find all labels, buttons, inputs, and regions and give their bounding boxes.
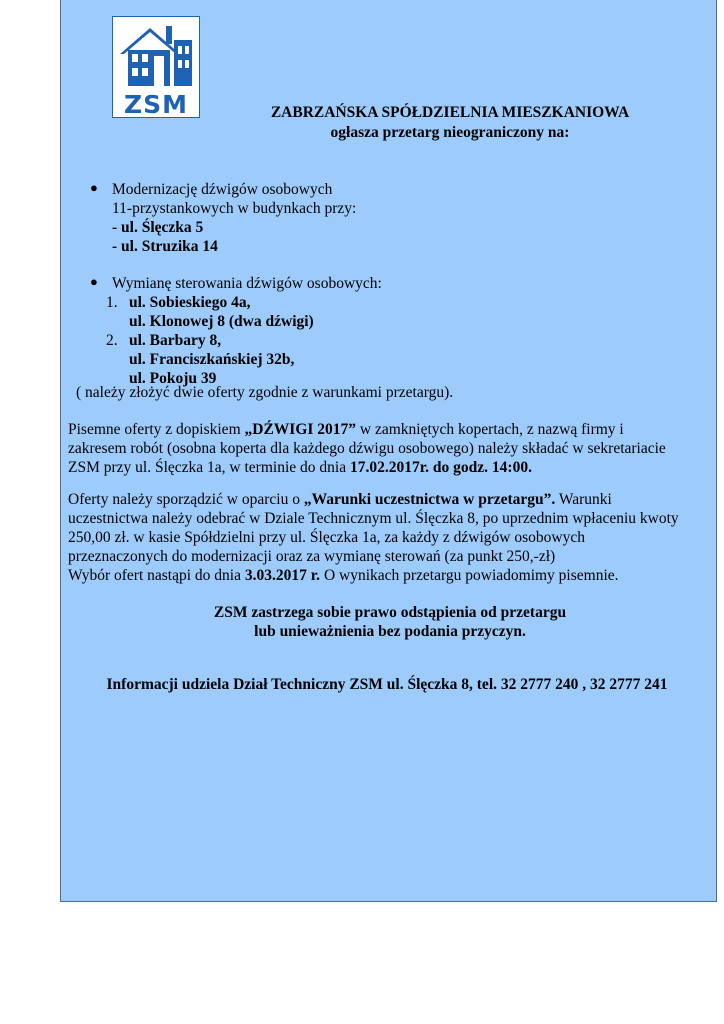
house-logo-icon — [116, 20, 196, 88]
item2-address: ul. Franciszkańskiej 32b, — [129, 351, 295, 368]
para2-text: Oferty należy sporządzić w oparciu o — [68, 491, 304, 508]
para1-deadline: 17.02.2017r. do godz. 14:00. — [349, 459, 532, 476]
item1-line1: Modernizację dźwigów osobowych — [112, 181, 333, 198]
para1-line3 — [68, 458, 532, 477]
para2-line5 — [68, 566, 619, 585]
contact-info: Informacji udziela Dział Techniczny ZSM ul. Ślęczka 8, tel. 32 2777 240 , 32 2777 241 — [106, 676, 668, 693]
para1-text: Pisemne oferty z dopiskiem — [68, 421, 245, 438]
item1-address: - ul. Struzika 14 — [112, 238, 218, 255]
zsm-logo — [112, 16, 200, 118]
para1-text: ZSM przy ul. Ślęczka 1a, w terminie do dnia — [68, 459, 350, 476]
reservation-line1: ZSM zastrzega sobie prawo odstąpienia od przetargu — [213, 604, 567, 621]
logo-text: ZSM — [123, 90, 188, 119]
para2-date: 3.03.2017 r. — [244, 567, 321, 584]
reservation-line2: lub unieważnienia bez podania przyczyn. — [254, 623, 526, 640]
para1-line2: zakresem robót (osobna koperta dla każdego dźwigu osobowego) należy składać w sekretariacie — [68, 440, 666, 457]
item2-note: ( należy złożyć dwie oferty zgodnie z warunkami przetargu). — [76, 384, 454, 401]
item2-address: ul. Sobieskiego 4a, — [129, 294, 251, 311]
item2-address: ul. Barbary 8, — [129, 332, 222, 349]
item2-number: 2. — [106, 332, 118, 349]
para2-line2: uczestnictwa należy odebrać w Dziale Technicznym ul. Ślęczka 8, po uprzednim wpłaceniu kwoty — [68, 510, 679, 527]
bullet-icon: ● — [90, 274, 98, 289]
para2-keyword: „Warunki uczestnictwa w przetargu”. — [303, 491, 556, 508]
item1-line2: 11-przystankowych w budynkach przy: — [112, 200, 357, 217]
para2-text: Warunki — [555, 491, 612, 508]
item2-line1: Wymianę sterowania dźwigów osobowych: — [112, 275, 382, 292]
para1-line1 — [68, 420, 624, 439]
para2-line1 — [68, 490, 612, 509]
para1-keyword: „DŹWIGI 2017” — [244, 421, 357, 438]
para2-line4: przeznaczonych do modernizacji oraz za wymianę sterowań (za punkt 250,-zł) — [68, 548, 556, 565]
para2-text: O wynikach przetargu powiadomimy pisemnie. — [320, 567, 619, 584]
para2-line3: 250,00 zł. w kasie Spółdzielni przy ul. Ślęczka 1a, za każdy z dźwigów osobowych — [68, 529, 585, 546]
bullet-icon: ● — [90, 180, 98, 195]
header-subtitle: ogłasza przetarg nieograniczony na: — [330, 124, 570, 141]
header-title: ZABRZAŃSKA SPÓŁDZIELNIA MIESZKANIOWA — [270, 104, 630, 121]
item2-address: ul. Klonowej 8 (dwa dźwigi) — [129, 313, 314, 330]
item2-address: ul. Pokoju 39 — [129, 370, 217, 387]
item2-number: 1. — [106, 294, 118, 311]
para2-text: Wybór ofert nastąpi do dnia — [68, 567, 245, 584]
para1-text: w zamkniętych kopertach, z nazwą firmy i — [356, 421, 624, 438]
item1-address: - ul. Ślęczka 5 — [112, 219, 204, 236]
